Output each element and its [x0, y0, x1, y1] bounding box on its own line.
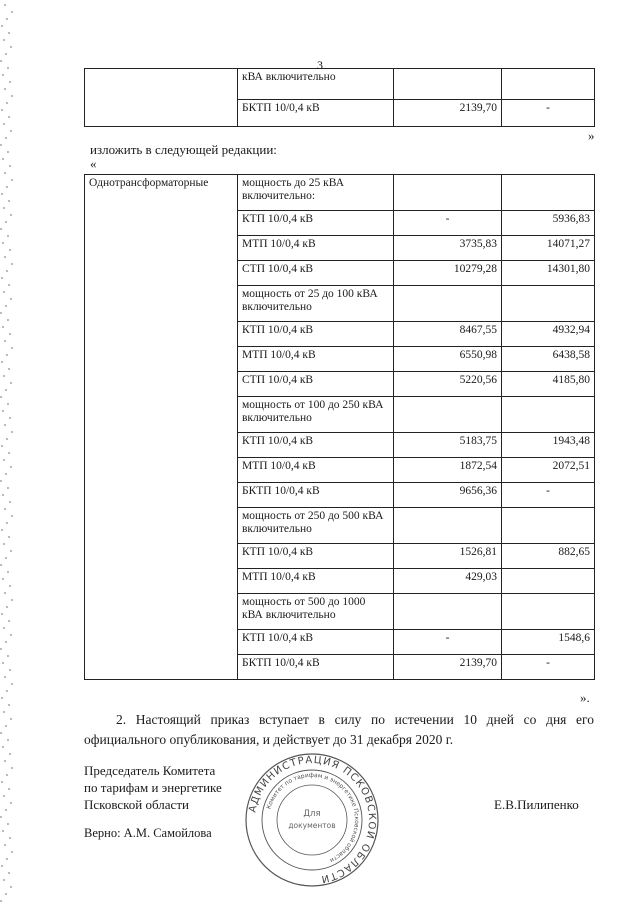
value-cell	[502, 69, 595, 100]
value-cell	[394, 69, 502, 100]
value-cell: 5183,75	[394, 433, 502, 458]
value-cell: -	[502, 655, 595, 680]
row-label: КТП 10/0,4 кВ	[238, 544, 394, 569]
signature-title-line: Псковской области	[84, 797, 189, 812]
row-label: мощность от 250 до 500 кВА включительно	[238, 508, 394, 544]
row-label: МТП 10/0,4 кВ	[238, 236, 394, 261]
value-cell	[502, 569, 595, 594]
value-cell: 1548,6	[502, 630, 595, 655]
value-cell: 4185,80	[502, 372, 595, 397]
value-cell	[394, 594, 502, 630]
table-cell	[85, 69, 238, 127]
value-cell	[502, 175, 595, 211]
scan-edge-noise	[0, 0, 16, 905]
row-label: мощность от 25 до 100 кВА включительно	[238, 286, 394, 322]
value-cell: 1526,81	[394, 544, 502, 569]
table-row	[85, 175, 595, 211]
row-label: мощность от 100 до 250 кВА включительно	[238, 397, 394, 433]
paragraph-2: 2. Настоящий приказ вступает в силу по истечении 10 дней со дня его официального опубликования, и действует до 31 декабря 2020 г.	[84, 712, 594, 747]
opening-quote: «	[90, 156, 97, 171]
value-cell: 14301,80	[502, 261, 595, 286]
value-cell: 2072,51	[502, 458, 595, 483]
value-cell: 3735,83	[394, 236, 502, 261]
value-cell: 1943,48	[502, 433, 595, 458]
value-cell	[502, 397, 595, 433]
table-row	[85, 69, 595, 100]
row-label: БКТП 10/0,4 кВ	[238, 655, 394, 680]
official-stamp	[244, 752, 380, 888]
value-cell	[502, 594, 595, 630]
value-cell	[502, 508, 595, 544]
value-cell: 1872,54	[394, 458, 502, 483]
closing-quote: »	[588, 128, 595, 143]
closing-quote: ».	[580, 690, 590, 705]
tariff-table	[84, 174, 595, 680]
signer-name: Е.В.Пилипенко	[494, 797, 579, 812]
signature-title-line: по тарифам и энергетике	[84, 780, 222, 795]
stamp-inner-text: Комитет по тарифам и энергетике Псковской области	[265, 771, 361, 864]
value-cell	[394, 286, 502, 322]
intro-text: изложить в следующей редакции:	[90, 142, 277, 157]
row-label: СТП 10/0,4 кВ	[238, 261, 394, 286]
value-cell: 8467,55	[394, 322, 502, 347]
row-label: кВА включительно	[238, 69, 394, 100]
value-cell: 10279,28	[394, 261, 502, 286]
row-label: МТП 10/0,4 кВ	[238, 458, 394, 483]
value-cell	[394, 508, 502, 544]
value-cell: 5220,56	[394, 372, 502, 397]
value-cell: -	[502, 100, 595, 127]
stamp-inner-ring	[277, 785, 347, 855]
value-cell: -	[502, 483, 595, 508]
top-table	[84, 68, 595, 127]
row-label: КТП 10/0,4 кВ	[238, 322, 394, 347]
value-cell: -	[394, 211, 502, 236]
value-cell: 429,03	[394, 569, 502, 594]
row-label: БКТП 10/0,4 кВ	[238, 483, 394, 508]
value-cell	[502, 286, 595, 322]
value-cell: 882,65	[502, 544, 595, 569]
row-label: БКТП 10/0,4 кВ	[238, 100, 394, 127]
value-cell	[394, 397, 502, 433]
value-cell	[394, 175, 502, 211]
row-label: КТП 10/0,4 кВ	[238, 433, 394, 458]
value-cell: 2139,70	[394, 100, 502, 127]
stamp-center-text: Для	[303, 809, 321, 819]
signature-title-line: Председатель Комитета	[84, 763, 216, 778]
row-label: мощность до 25 кВА включительно:	[238, 175, 394, 211]
stamp-center-text: документов	[288, 821, 336, 830]
value-cell: 4932,94	[502, 322, 595, 347]
value-cell: -	[394, 630, 502, 655]
value-cell: 6550,98	[394, 347, 502, 372]
value-cell: 6438,58	[502, 347, 595, 372]
certified-copy-note: Верно: А.М. Самойлова	[84, 826, 212, 840]
row-label: КТП 10/0,4 кВ	[238, 211, 394, 236]
row-label: СТП 10/0,4 кВ	[238, 372, 394, 397]
category-cell: Однотрансформаторные	[85, 175, 238, 680]
row-label: КТП 10/0,4 кВ	[238, 630, 394, 655]
row-label: МТП 10/0,4 кВ	[238, 569, 394, 594]
row-label: МТП 10/0,4 кВ	[238, 347, 394, 372]
value-cell: 2139,70	[394, 655, 502, 680]
value-cell: 5936,83	[502, 211, 595, 236]
page-number: 3	[317, 58, 323, 72]
value-cell: 9656,36	[394, 483, 502, 508]
stamp-outer-text: АДМИНИСТРАЦИЯ ПСКОВСКОЙ ОБЛАСТИ	[247, 754, 378, 885]
row-label: мощность от 500 до 1000 кВА включительно	[238, 594, 394, 630]
signature-block	[84, 762, 222, 813]
value-cell: 14071,27	[502, 236, 595, 261]
